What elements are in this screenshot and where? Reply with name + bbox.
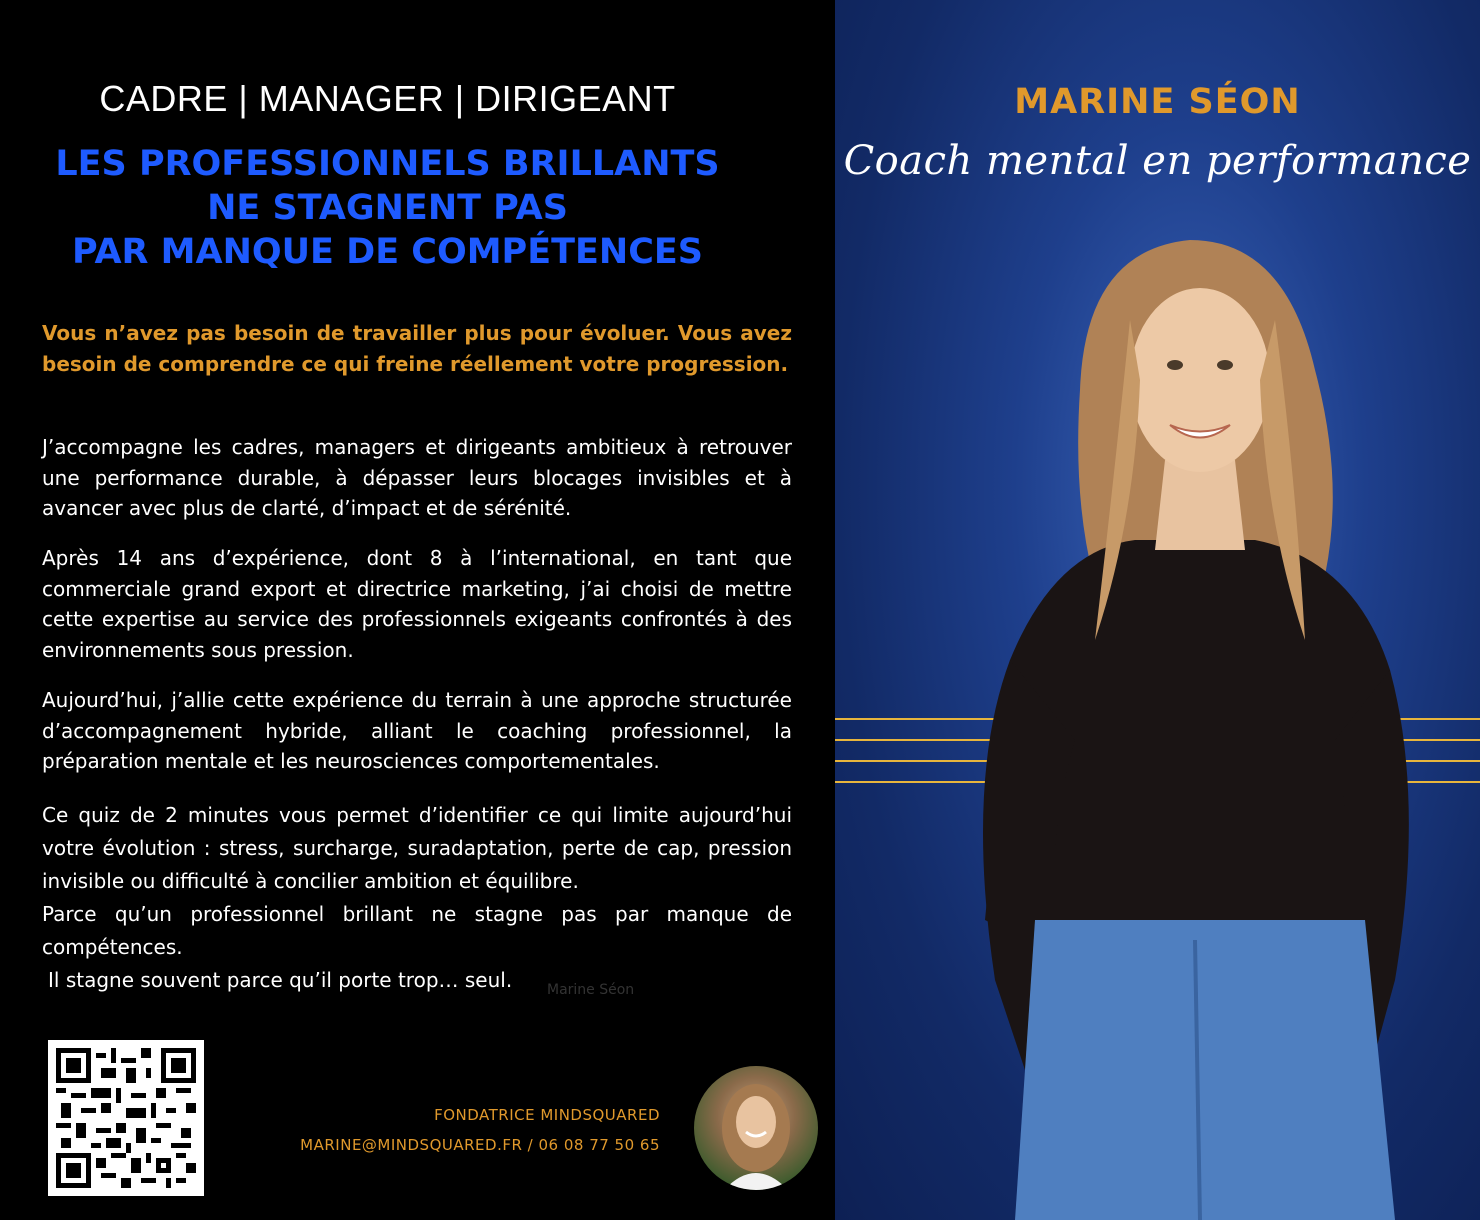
coach-name: MARINE SÉON	[1014, 82, 1301, 122]
paragraph-quiz	[42, 799, 792, 997]
quiz-text: Ce quiz de 2 minutes vous permet d’identifier ce qui limite aujourd’hui votre évolution : stress, surcharge, suradaptation, perte de cap, pression invisible ou difficulté à concilier ambition et équilibre.	[42, 803, 792, 893]
main-headline	[0, 142, 775, 274]
headline-line-2: NE STAGNENT PAS	[207, 188, 568, 228]
closing-text: Il stagne souvent parce qu’il porte trop… seul.	[48, 968, 513, 992]
intro-text: Vous n’avez pas besoin de travailler plus pour évoluer. Vous avez besoin de comprendre ce qui freine réellement votre progression.	[42, 321, 792, 376]
signature: Marine Séon	[547, 982, 635, 998]
contact-title: FONDATRICE MINDSQUARED	[434, 1106, 660, 1124]
headline-line-3: PAR MANQUE DE COMPÉTENCES	[72, 232, 703, 272]
avatar	[694, 1066, 818, 1190]
paragraph-approach: Aujourd’hui, j’allie cette expérience du terrain à une approche structurée d’accompagnement hybride, alliant le coaching professionnel, la préparation mentale et les neurosciences comportementales.	[42, 688, 792, 773]
paragraph-experience: Après 14 ans d’expérience, dont 8 à l’international, en tant que commerciale grand export et directrice marketing, j’ai choisi de mettre cette expertise au service des professionnels exigeants confrontés à des environnements sous pression.	[42, 546, 792, 662]
right-panel	[835, 0, 1480, 1220]
coach-portrait	[835, 220, 1480, 1220]
qr-code[interactable]	[48, 1040, 204, 1196]
headline-line-1: LES PROFESSIONNELS BRILLANTS	[55, 144, 720, 184]
avatar-portrait-icon	[694, 1066, 818, 1190]
contact-email-phone[interactable]: MARINE@MINDSQUARED.FR / 06 08 77 50 65	[300, 1136, 660, 1154]
paragraph-accompaniment: J’accompagne les cadres, managers et dirigeants ambitieux à retrouver une performance durable, à dépasser leurs blocages invisibles et à avancer avec plus de clarté, d’impact et de sérénité.	[42, 435, 792, 520]
coach-tagline: Coach mental en performance	[843, 138, 1472, 184]
qr-code-icon	[56, 1048, 196, 1188]
roles-heading: CADRE | MANAGER | DIRIGEANT	[99, 78, 676, 119]
conclusion-text: Parce qu’un professionnel brillant ne stagne pas par manque de compétences.	[42, 902, 792, 959]
